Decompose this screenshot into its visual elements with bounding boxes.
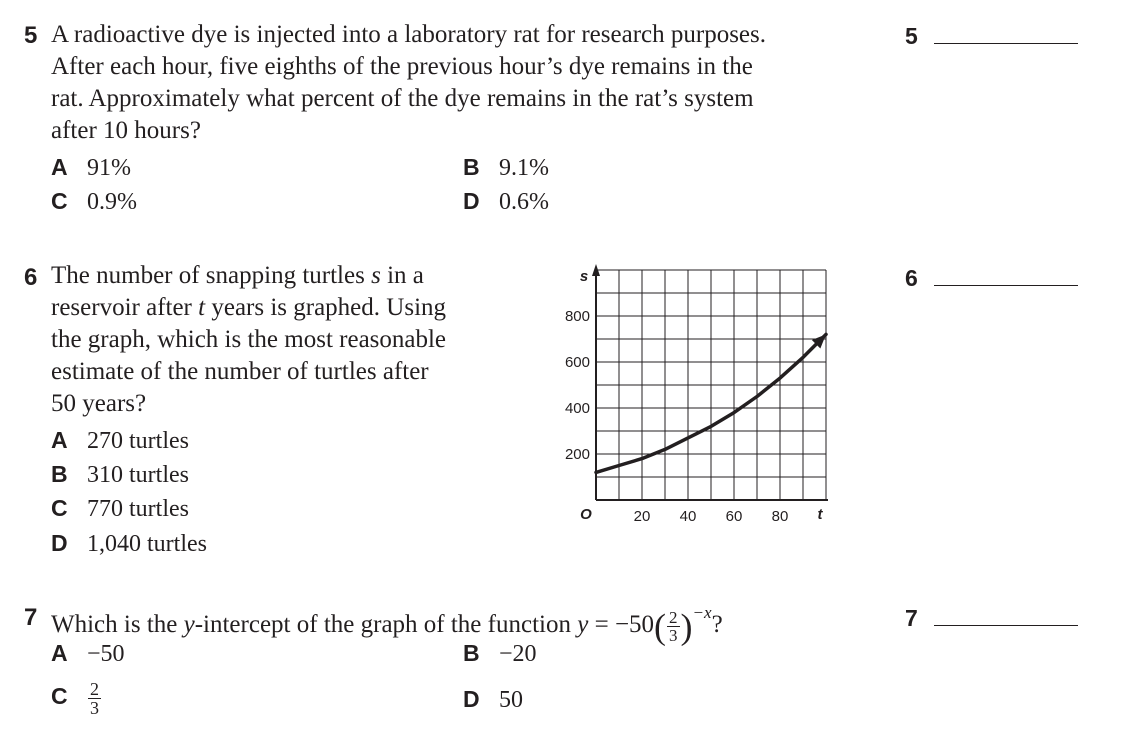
question-5-line-4: after 10 hours? — [51, 117, 201, 144]
fraction-denominator: 3 — [90, 698, 99, 718]
q7-choice-b[interactable] — [463, 638, 537, 669]
q5-choice-b[interactable] — [463, 152, 549, 183]
variable-y: y — [183, 611, 195, 638]
answer-6-label: 6 — [905, 265, 918, 291]
choice-letter: A — [51, 640, 68, 666]
choice-letter: D — [463, 686, 480, 712]
choice-text: 1,040 turtles — [87, 531, 207, 557]
text-segment: in a — [380, 262, 424, 289]
fraction-denominator: 3 — [669, 625, 678, 645]
choice-letter: A — [51, 154, 68, 180]
question-5-line-2: After each hour, five eighths of the previous hour’s dye remains in the — [51, 53, 753, 80]
q6-choice-a[interactable] — [51, 425, 189, 456]
question-6-text — [51, 260, 511, 420]
choice-letter: D — [463, 188, 480, 214]
q7-choice-d[interactable] — [463, 684, 523, 715]
answer-7-blank[interactable] — [934, 625, 1078, 626]
graph-grid — [596, 270, 826, 500]
question-6-line-1 — [51, 260, 511, 292]
question-5-number: 5 — [24, 22, 38, 49]
x-tick-label: 80 — [771, 508, 789, 525]
choice-text: 9.1% — [499, 155, 549, 181]
choice-letter: C — [51, 683, 68, 710]
choice-letter: C — [51, 495, 68, 521]
answer-5-label: 5 — [905, 23, 918, 49]
q6-choice-d[interactable] — [51, 528, 207, 559]
answer-7-label: 7 — [905, 605, 918, 631]
choice-fraction — [88, 680, 101, 717]
question-6-line-2 — [51, 292, 511, 324]
x-tick-label: 20 — [633, 508, 651, 525]
equals-sign: = — [588, 611, 615, 638]
question-7-number: 7 — [24, 604, 38, 631]
q7-choice-a[interactable] — [51, 638, 125, 669]
y-tick-label: 600 — [564, 354, 590, 371]
question-5-text — [51, 19, 871, 147]
question-6-number: 6 — [24, 264, 38, 291]
question-5-line-1: A radioactive dye is injected into a laboratory rat for research purposes. — [51, 21, 767, 48]
fraction-numerator: 2 — [669, 607, 678, 627]
choice-letter: D — [51, 530, 68, 556]
question-6-line-4: estimate of the number of turtles after — [51, 358, 429, 385]
choice-text: −20 — [499, 641, 537, 667]
y-tick-label: 200 — [564, 446, 590, 463]
graph-tick-labels — [565, 268, 824, 525]
y-tick-label: 400 — [564, 400, 590, 417]
right-paren: ) — [680, 606, 693, 647]
choice-letter: A — [51, 427, 68, 453]
choice-text: 770 turtles — [87, 496, 189, 522]
question-7-text — [51, 597, 723, 647]
question-5-line-3: rat. Approximately what percent of the dye remains in the rat’s system — [51, 85, 754, 112]
fraction-numerator: 2 — [90, 679, 99, 699]
equation-lhs: y — [577, 611, 589, 638]
question-6-line-5: 50 years? — [51, 390, 147, 417]
choice-text: 310 turtles — [87, 462, 189, 488]
q5-choice-d[interactable] — [463, 186, 549, 217]
answer-5-blank[interactable] — [934, 43, 1078, 44]
choice-text: 0.6% — [499, 189, 549, 215]
choice-text: 50 — [499, 687, 523, 713]
left-paren: ( — [654, 606, 667, 647]
equation-exponent — [693, 603, 712, 622]
exponent-text: −x — [692, 603, 712, 622]
turtle-population-graph — [545, 262, 845, 527]
text-segment: reservoir after — [51, 294, 199, 321]
text-segment: The number of snapping turtles — [51, 262, 372, 289]
choice-letter: B — [463, 154, 480, 180]
choice-text: 91% — [87, 155, 131, 181]
equation-fraction — [667, 609, 680, 644]
question-mark: ? — [711, 611, 723, 638]
x-axis-label: t — [817, 506, 823, 523]
choice-letter: B — [463, 640, 480, 666]
question-6-line-3: the graph, which is the most reasonable — [51, 326, 447, 353]
text-segment: Which is the — [51, 611, 184, 638]
q5-choice-a[interactable] — [51, 152, 131, 183]
text-segment: years is graphed. Using — [205, 294, 447, 321]
x-tick-label: 60 — [725, 508, 743, 525]
variable-s: s — [371, 262, 381, 289]
choice-text: 0.9% — [87, 189, 137, 215]
q6-choice-c[interactable] — [51, 493, 189, 524]
answer-6-blank[interactable] — [934, 285, 1078, 286]
q6-choice-b[interactable] — [51, 459, 189, 490]
q7-choice-c[interactable] — [51, 680, 102, 717]
q5-choice-c[interactable] — [51, 186, 137, 217]
choice-letter: C — [51, 188, 68, 214]
choice-text: −50 — [87, 641, 125, 667]
y-tick-label: 800 — [564, 308, 590, 325]
equation-coefficient: −50 — [614, 611, 655, 638]
x-tick-label: 40 — [679, 508, 697, 525]
choice-text: 270 turtles — [87, 428, 189, 454]
origin-label: O — [580, 506, 592, 523]
variable-t: t — [198, 294, 206, 321]
y-axis-label: s — [579, 268, 589, 285]
text-segment: -intercept of the graph of the function — [194, 611, 578, 638]
choice-letter: B — [51, 461, 68, 487]
